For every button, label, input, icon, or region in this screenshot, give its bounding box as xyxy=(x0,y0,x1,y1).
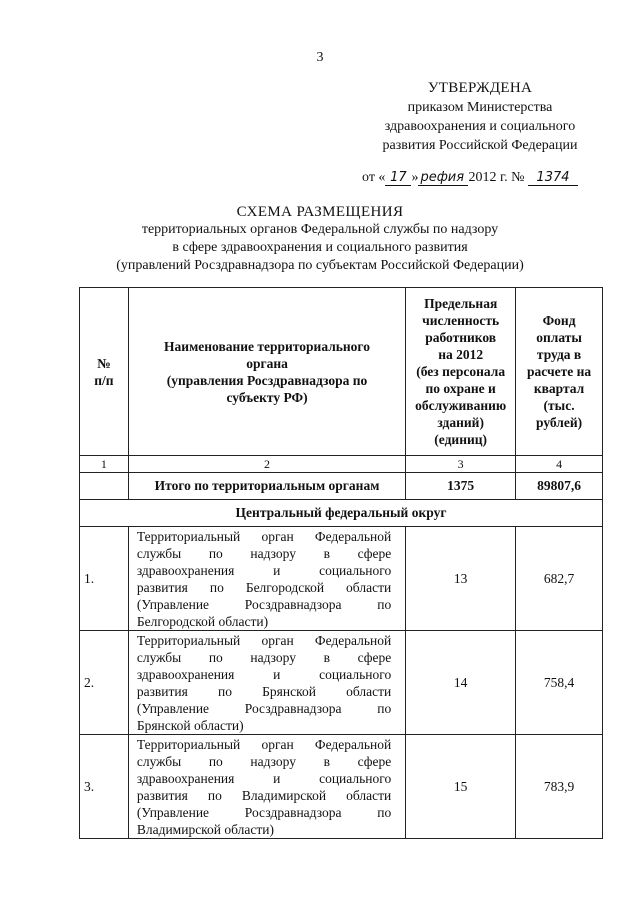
scheme-subtitle-line: (управлений Росздравнадзора по субъектам Российской Федерации) xyxy=(116,258,524,273)
total-count: 1375 xyxy=(406,473,516,500)
district-row xyxy=(80,500,603,527)
header-headcount: Предельная численность работников на 2012 (без персонала по охране и обслуживанию зданий) (единиц) xyxy=(406,288,516,456)
row-index: 3. xyxy=(80,735,129,839)
approval-heading: УТВЕРЖДЕНА xyxy=(427,80,533,96)
row-count: 13 xyxy=(406,527,516,631)
row-index: 1. xyxy=(80,527,129,631)
total-fund: 89807,6 xyxy=(516,473,603,500)
total-label: Итого по территориальным органам xyxy=(128,473,405,500)
scheme-subtitle-line: территориальных органов Федеральной службы по надзору xyxy=(141,222,499,237)
column-number-row xyxy=(80,456,603,473)
approval-block xyxy=(330,79,630,155)
column-number: 3 xyxy=(406,456,516,473)
order-year: 2012 г. № xyxy=(468,170,525,185)
header-name: Наименование территориального органа (управления Росздравнадзора по субъекту РФ) xyxy=(128,288,405,456)
order-month: рефия xyxy=(418,171,468,186)
order-prefix: от « xyxy=(362,170,386,185)
row-fund: 682,7 xyxy=(516,527,603,631)
row-fund: 758,4 xyxy=(516,631,603,735)
header-number: № п/п xyxy=(80,288,129,456)
scheme-subtitle-line: в сфере здравоохранения и социального развития xyxy=(172,240,468,255)
header-fund: Фонд оплаты труда в расчете на квартал (тыс. рублей) xyxy=(516,288,603,456)
order-day: 17 xyxy=(385,171,411,186)
table-row xyxy=(80,735,603,839)
column-number: 4 xyxy=(516,456,603,473)
order-mid: » xyxy=(411,170,419,185)
row-count: 14 xyxy=(406,631,516,735)
column-number: 2 xyxy=(128,456,405,473)
table-row xyxy=(80,631,603,735)
scheme-title-block xyxy=(0,203,640,275)
placement-table xyxy=(79,287,603,839)
district-name: Центральный федеральный округ xyxy=(80,500,603,527)
total-index-cell xyxy=(80,473,129,500)
column-number: 1 xyxy=(80,456,129,473)
order-number: 1374 xyxy=(528,171,578,186)
scheme-title: СХЕМА РАЗМЕЩЕНИЯ xyxy=(236,204,404,220)
row-name: Территориальный орган Федеральной службы по надзору в сфере здравоохранения и социального развития по Белгородской области (Управление Росздравнадзора по Белгородской области) xyxy=(128,527,405,631)
row-fund: 783,9 xyxy=(516,735,603,839)
row-name: Территориальный орган Федеральной службы по надзору в сфере здравоохранения и социального развития по Брянской области (Управление Росздравнадзора по Брянской области) xyxy=(128,631,405,735)
page-number: 3 xyxy=(316,50,324,65)
table-row xyxy=(80,527,603,631)
total-row xyxy=(80,473,603,500)
row-count: 15 xyxy=(406,735,516,839)
order-line xyxy=(362,170,578,186)
approval-line: развития Российской Федерации xyxy=(382,138,578,153)
approval-line: приказом Министерства xyxy=(407,100,553,115)
approval-line: здравоохранения и социального xyxy=(384,119,576,134)
row-index: 2. xyxy=(80,631,129,735)
header-row xyxy=(80,288,603,456)
row-name: Территориальный орган Федеральной службы по надзору в сфере здравоохранения и социального развития по Владимирской области (Управление Росздравнадзора по Владимирской области) xyxy=(128,735,405,839)
